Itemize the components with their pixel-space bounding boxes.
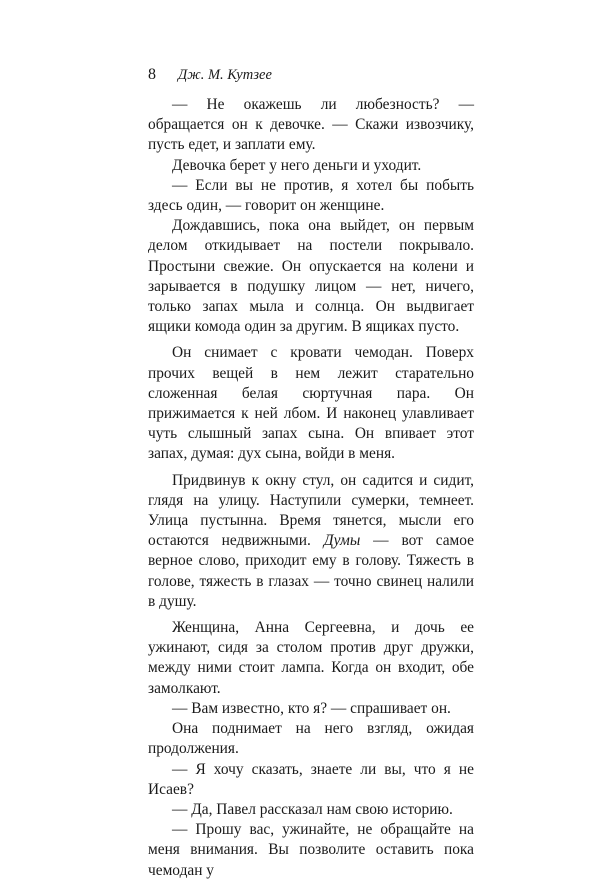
- page-header: [148, 66, 478, 88]
- emphasis-word: Думы: [323, 532, 361, 550]
- paragraph: — Если вы не против, я хотел бы побыть здесь один, — говорит он женщине.: [148, 176, 474, 215]
- body-text: [148, 95, 474, 881]
- page-number: 8: [148, 66, 156, 83]
- paragraph-text: Придвинув к окну стул, он садится и сидит, глядя на улицу. Наступили сумерки, темнеет. Улица пустынна. Время тянется, мысли его остаются недвижными.: [148, 471, 474, 550]
- paragraph: [148, 471, 474, 612]
- running-head-author: Дж. М. Кутзее: [178, 67, 272, 83]
- paragraph: Он снимает с кровати чемодан. Поверх прочих вещей в нем лежит старательно сложенная белая сюртучная пара. Он прижимается к ней лбом. И наконец улавливает чуть слышный запах сына. Он впивает этот запах, думая: дух сына, войди в меня.: [148, 344, 474, 463]
- paragraph: Женщина, Анна Сергеевна, и дочь ее ужинают, сидя за столом против друг дружки, между ними стоит лампа. Когда он входит, обе замолкают.: [148, 619, 474, 697]
- paragraph: — Я хочу сказать, знаете ли вы, что я не Исаев?: [148, 760, 474, 798]
- paragraph: Она поднимает на него взгляд, ожидая продолжения.: [148, 720, 474, 758]
- paragraph: Девочка берет у него деньги и уходит.: [172, 156, 422, 174]
- paragraph: Дождавшись, пока она выйдет, он первым делом откидывает на постели покрывало. Простыни свежие. Он опускается на колени и зарывается в подушку лицом — нет, ничего, только запах мыла и солнца. Он выдвигает ящики комода один за другим. В ящиках пусто.: [148, 217, 474, 336]
- paragraph-text: — вот самое верное слово, приходит ему в голову. Тяжесть в голове, тяжесть в глазах — точно свинец налили в душу.: [148, 532, 474, 610]
- paragraph: — Да, Павел рассказал нам свою историю.: [172, 800, 453, 818]
- paragraph: — Прошу вас, ужинайте, не обращайте на меня внимания. Вы позволите оставить пока чемодан у: [148, 821, 474, 879]
- paragraph: — Не окажешь ли любезность? — обращается он к девочке. — Скажи извозчику, пусть едет, и заплати ему.: [148, 96, 474, 154]
- paragraph: — Вам известно, кто я? — спрашивает он.: [172, 699, 451, 717]
